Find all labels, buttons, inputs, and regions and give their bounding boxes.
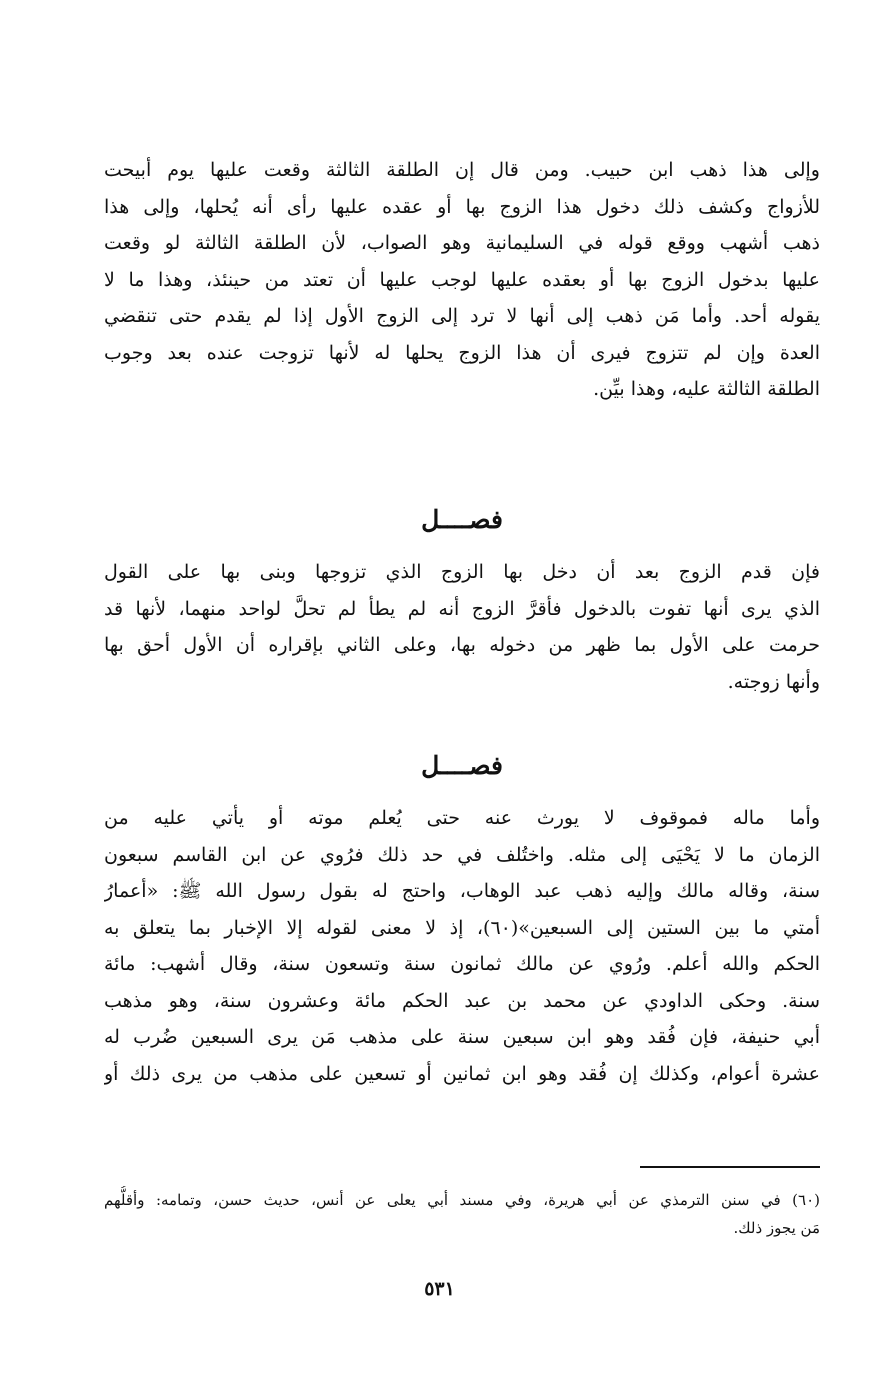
paragraph-3 (104, 800, 820, 1092)
footnote-divider (640, 1166, 820, 1168)
paragraph-line: يقوله أحد. وأما مَن ذهب إلى أنها لا ترد إلى الزوج الأول إذا لم يقدم حتى تنقضي (104, 305, 820, 327)
paragraph-line: ذهب أشهب ووقع قوله في السليمانية وهو الصواب، لأن الطلقة الثالثة لو وقعت (104, 232, 820, 254)
paragraph-1 (104, 152, 820, 408)
paragraph-line: وأنها زوجته. (727, 670, 820, 693)
paragraph-2 (104, 554, 820, 700)
paragraph-line: وإلى هذا ذهب ابن حبيب. ومن قال إن الطلقة الثالثة وقعت عليها يوم أبيحت (104, 159, 820, 181)
paragraph-line: للأزواج وكشف ذلك دخول هذا الزوج بها أو عقده عليها رأى أنه يُحلها، وإلى هذا (104, 195, 820, 218)
paragraph-line: الطلقة الثالثة عليه، وهذا بيِّن. (593, 378, 820, 400)
paragraph-line: حرمت على الأول بما ظهر من دخوله بها، وعلى الثاني بإقراره أن الأول أحق بها (104, 634, 820, 656)
paragraph-line: الزمان ما لا يَحْيَى إلى مثله. واختُلف في حد ذلك فرُوي عن ابن القاسم سبعون (104, 843, 820, 866)
paragraph-line: أمتي ما بين الستين إلى السبعين»(٦٠)، إذ لا معنى لقوله إلا الإخبار بما يتعلق به (104, 916, 820, 939)
paragraph-line: عليها بدخول الزوج بها أو بعقده عليها لوجب عليها أن تعتد من حينئذ، وهذا ما لا (104, 268, 820, 291)
section-heading: فصــــل (421, 505, 503, 534)
paragraph-line: وأما ماله فموقوف لا يورث عنه حتى يُعلم موته أو يأتي عليه من (104, 807, 820, 829)
paragraph-line: أبي حنيفة، فإن فُقد وهو ابن سبعين سنة على مذهب مَن يرى السبعين ضُرب له (104, 1026, 820, 1048)
paragraph-line: سنة، وقاله مالك وإليه ذهب عبد الوهاب، واحتج له بقول رسول الله ﷺ: «أعمارُ (104, 880, 820, 902)
paragraph-line: سنة. وحكى الداودي عن محمد بن عبد الحكم مائة وعشرون سنة، وهو مذهب (104, 989, 820, 1012)
paragraph-line: الحكم والله أعلم. ورُوي عن مالك ثمانون سنة وتسعون سنة، وقال أشهب: مائة (104, 953, 820, 975)
paragraph-line: الذي يرى أنها تفوت بالدخول فأقرَّ الزوج أنه لم يطأ لم تحلَّ لواحد منهما، لأنها قد (104, 597, 820, 620)
section-heading: فصــــل (421, 751, 503, 780)
footnote-line: مَن يجوز ذلك. (733, 1219, 820, 1237)
page-number: ٥٣١ (424, 1278, 455, 1300)
paragraph-line: عشرة أعوام، وكذلك إن فُقد وهو ابن ثمانين أو تسعين على مذهب من يرى ذلك أو (104, 1062, 820, 1085)
paragraph-line: العدة وإن لم تتزوج فيرى أن هذا الزوج يحلها له لأنها تزوجت عنده بعد وجوب (104, 341, 820, 364)
footnote-line: (٦٠) في سنن الترمذي عن أبي هريرة، وفي مسند أبي يعلى عن أنس، حديث حسن، وتمامه: وأقلُّهم (104, 1191, 820, 1209)
footnote (104, 1186, 820, 1242)
paragraph-line: فإن قدم الزوج بعد أن دخل بها الزوج الذي تزوجها وبنى بها على القول (104, 561, 820, 583)
